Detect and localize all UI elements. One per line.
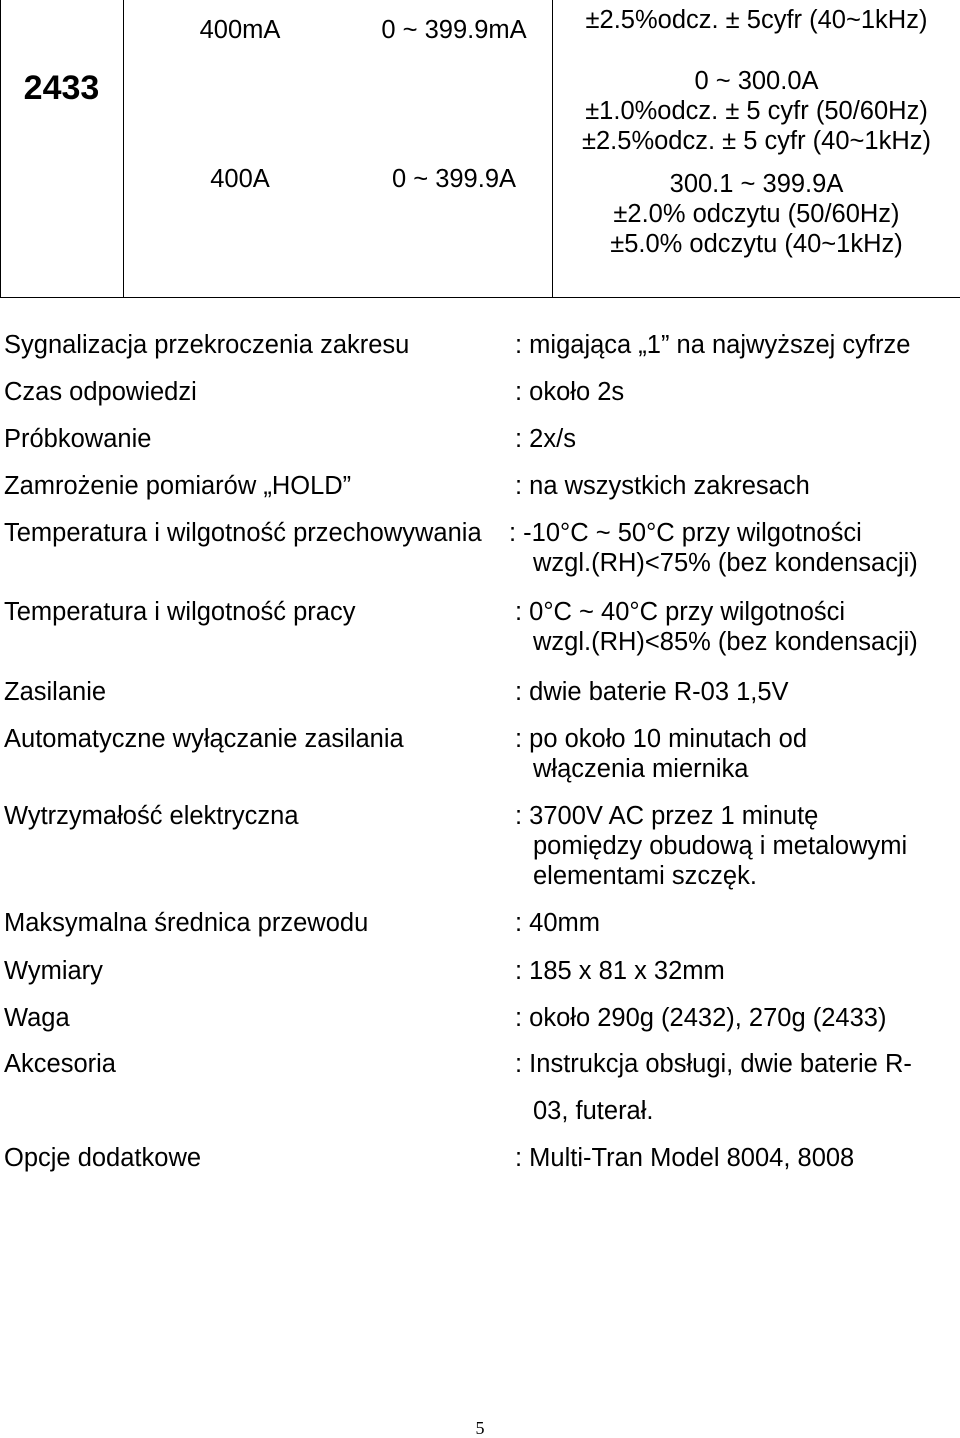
table-border-left — [0, 0, 1, 298]
model-number: 2433 — [23, 69, 100, 107]
spec-value: : około 290g (2432), 270g (2433) — [515, 1004, 887, 1032]
table-border-bottom — [0, 297, 960, 298]
spec-value: : 0°C ~ 40°C przy wilgotności wzgl.(RH)<85% (bez kondensacji) — [515, 598, 918, 656]
spec-label: Zasilanie — [4, 678, 107, 706]
spec-value: : 40mm — [515, 909, 601, 937]
spec-label: Zamrożenie pomiarów „HOLD” — [4, 472, 352, 500]
range-cell: 400mA — [199, 16, 281, 44]
spec-value: : po około 10 minutach od włączenia miernika — [515, 725, 808, 783]
spec-table — [0, 0, 960, 298]
spec-label: Akcesoria — [4, 1050, 116, 1078]
accuracy-line: ±2.5%odcz. ± 5 cyfr (40~1kHz) — [582, 127, 931, 155]
spec-value: : około 2s — [515, 378, 625, 406]
spec-label: Sygnalizacja przekroczenia zakresu — [4, 331, 410, 359]
spec-value: : migająca „1” na najwyższej cyfrze — [515, 331, 911, 359]
spec-value: : 3700V AC przez 1 minutę pomiędzy obudową i metalowymi elementami szczęk. — [515, 802, 908, 890]
accuracy-cell — [553, 64, 960, 261]
spec-value: : dwie baterie R-03 1,5V — [515, 678, 789, 706]
spec-value: : Multi-Tran Model 8004, 8008 — [515, 1144, 855, 1172]
accuracy-line: ±2.0% odczytu (50/60Hz) — [613, 200, 900, 228]
spec-label: Wymiary — [4, 957, 103, 985]
spec-value: : -10°C ~ 50°C przy wilgotności wzgl.(RH)<75% (bez kondensacji) — [509, 519, 918, 577]
spec-label: Czas odpowiedzi — [4, 378, 197, 406]
accuracy-line: ±2.5%odcz. ± 5cyfr (40~1kHz) — [585, 6, 928, 34]
accuracy-line: ±1.0%odcz. ± 5 cyfr (50/60Hz) — [585, 97, 928, 125]
accuracy-cell — [553, 5, 960, 35]
accuracy-line: ±5.0% odczytu (40~1kHz) — [610, 230, 903, 258]
spec-label: Opcje dodatkowe — [4, 1144, 202, 1172]
spec-label: Próbkowanie — [4, 425, 152, 453]
measure-range-cell: 0 ~ 399.9A — [391, 165, 517, 193]
spec-label: Automatyczne wyłączanie zasilania — [4, 725, 404, 753]
measure-range-cell: 0 ~ 399.9mA — [381, 16, 527, 44]
accuracy-line: 0 ~ 300.0A — [694, 67, 819, 95]
spec-label: Maksymalna średnica przewodu — [4, 909, 369, 937]
spec-label: Waga — [4, 1004, 70, 1032]
spec-label: Wytrzymałość elektryczna — [4, 802, 299, 830]
spec-value: : 2x/s — [515, 425, 576, 453]
spec-value: : na wszystkich zakresach — [515, 472, 810, 500]
spec-label: Temperatura i wilgotność pracy — [4, 598, 356, 626]
spec-value: : 185 x 81 x 32mm — [515, 957, 725, 985]
spec-label: Temperatura i wilgotność przechowywania — [4, 519, 482, 547]
spec-value: : Instrukcja obsługi, dwie baterie R- 03, futerał. — [515, 1050, 912, 1125]
range-cell: 400A — [210, 165, 270, 193]
page-number: 5 — [475, 1418, 485, 1438]
accuracy-line: 300.1 ~ 399.9A — [669, 170, 844, 198]
